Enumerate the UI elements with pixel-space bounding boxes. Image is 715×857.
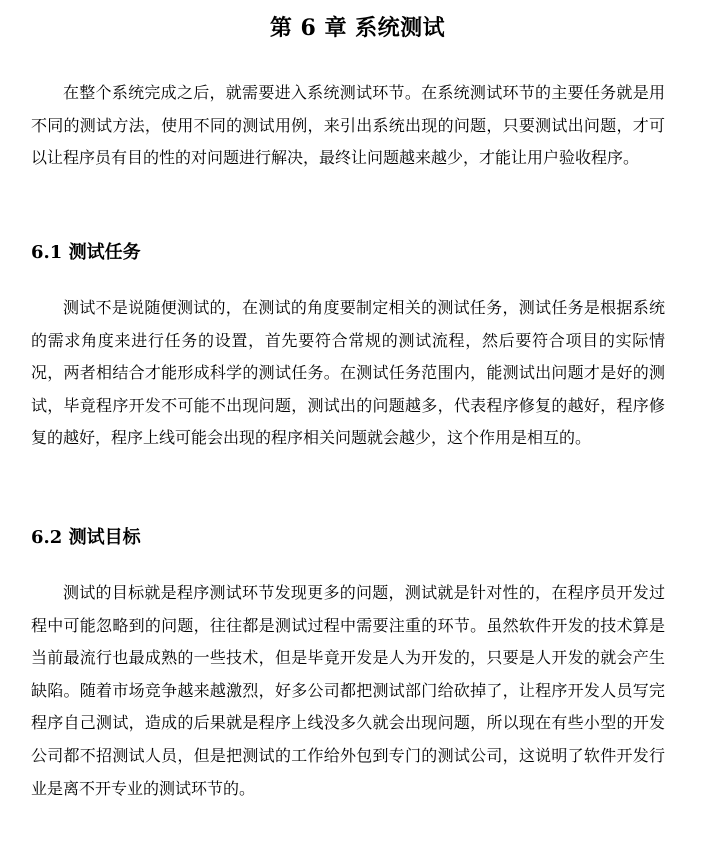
section-paragraph-test-tasks: 测试不是说随便测试的，在测试的角度要制定相关的测试任务，测试任务是根据系统的需求角度来进行任务的设置，首先要符合常规的测试流程，然后要符合项目的实际情况，两者相结合才能形成科学的测试任务。在测试任务范围内，能测试出问题才是好的测试，毕竟程序开发不可能不出现问题，测试出的问题越多，代表程序修复的越好，程序修复的越好，程序上线可能会出现的程序相关问题就会越少，这个作用是相互的。 <box>31 298 665 448</box>
section-heading-test-tasks: 6.1 测试任务 <box>31 242 141 263</box>
chapter-title: 第 6 章 系统测试 <box>269 15 446 41</box>
section-heading-test-goals: 6.2 测试目标 <box>31 527 141 548</box>
section-paragraph-test-goals: 测试的目标就是程序测试环节发现更多的问题，测试就是针对性的，在程序员开发过程中可能忽略到的问题，往往都是测试过程中需要注重的环节。虽然软件开发的技术算是当前最流行也最成熟的一些技术，但是毕竟开发是人为开发的，只要是人开发的就会产生缺陷。随着市场竞争越来越激烈，好多公司都把测试部门给砍掉了，让程序开发人员写完程序自己测试，造成的后果就是程序上线没多久就会出现问题，所以现在有些小型的开发公司都不招测试人员，但是把测试的工作给外包到专门的测试公司，这说明了软件开发行业是离不开专业的测试环节的。 <box>31 583 665 798</box>
intro-paragraph: 在整个系统完成之后，就需要进入系统测试环节。在系统测试环节的主要任务就是用不同的测试方法，使用不同的测试用例，来引出系统出现的问题，只要测试出问题，才可以让程序员有目的性的对问题进行解决，最终让问题越来越少，才能让用户验收程序。 <box>31 83 665 168</box>
